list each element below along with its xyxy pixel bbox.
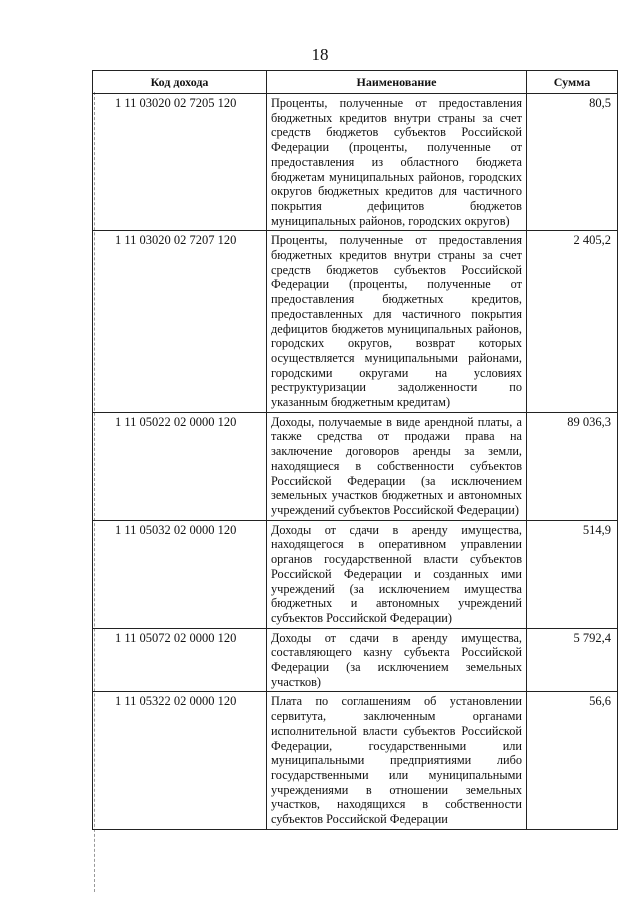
- revenue-code: 1 11 03020 02 7205 120: [93, 94, 267, 231]
- table-row: [93, 94, 618, 231]
- revenue-table: [92, 70, 618, 830]
- table-header-row: [93, 71, 618, 94]
- revenue-name: Плата по соглашениям об установлении сервитута, заключенным органами исполнительной власти субъектов Российской Федерации, государственными или муниципальными предприятиями либо государственными или муниципальными учреждениями в отношении земельных участков, находящихся в собственности субъектов Российской Федерации: [267, 692, 527, 829]
- table-row: [93, 692, 618, 829]
- page-number: 18: [311, 45, 329, 64]
- revenue-code: 1 11 05022 02 0000 120: [93, 412, 267, 520]
- header-name: Наименование: [267, 71, 527, 94]
- revenue-name: Проценты, полученные от предоставления бюджетных кредитов внутри страны за счет средств бюджетов субъектов Российской Федерации (проценты, полученные от предоставления бюджетных кредитов, предоставленных для частичного покрытия дефицитов бюджетов муниципальных районов, городских округов, возврат которых осуществляется муниципальными районами, городскими округами на условиях реструктуризации задолженности по указанным бюджетным кредитам): [267, 231, 527, 412]
- revenue-amount: 56,6: [527, 692, 618, 829]
- revenue-code: 1 11 05072 02 0000 120: [93, 628, 267, 692]
- revenue-name: Доходы от сдачи в аренду имущества, находящегося в оперативном управлении органов государственной власти субъектов Российской Федерации и созданных ими учреждений (за исключением имущества бюджетных и автономных учреждений субъектов Российской Федерации): [267, 520, 527, 628]
- revenue-amount: 5 792,4: [527, 628, 618, 692]
- revenue-code: 1 11 05032 02 0000 120: [93, 520, 267, 628]
- header-code: Код дохода: [93, 71, 267, 94]
- table-row: [93, 520, 618, 628]
- header-amount: Сумма: [527, 71, 618, 94]
- table-row: [93, 628, 618, 692]
- table-row: [93, 231, 618, 412]
- revenue-amount: 514,9: [527, 520, 618, 628]
- revenue-amount: 2 405,2: [527, 231, 618, 412]
- revenue-amount: 80,5: [527, 94, 618, 231]
- revenue-amount: 89 036,3: [527, 412, 618, 520]
- table-row: [93, 412, 618, 520]
- revenue-code: 1 11 03020 02 7207 120: [93, 231, 267, 412]
- revenue-name: Доходы, получаемые в виде арендной платы, а также средства от продажи права на заключение договоров аренды за земли, находящиеся в собственности субъектов Российской Федерации (за исключением земельных участков бюджетных и автономных учреждений субъектов Российской Федерации): [267, 412, 527, 520]
- revenue-code: 1 11 05322 02 0000 120: [93, 692, 267, 829]
- revenue-name: Доходы от сдачи в аренду имущества, составляющего казну субъекта Российской Федерации (за исключением земельных участков): [267, 628, 527, 692]
- revenue-name: Проценты, полученные от предоставления бюджетных кредитов внутри страны за счет средств бюджетов субъектов Российской Федерации (проценты, полученные от предоставления из областного бюджета бюджетам муниципальных районов, городских округов бюджетных кредитов для частичного покрытия дефицитов бюджетов муниципальных районов, городских округов): [267, 94, 527, 231]
